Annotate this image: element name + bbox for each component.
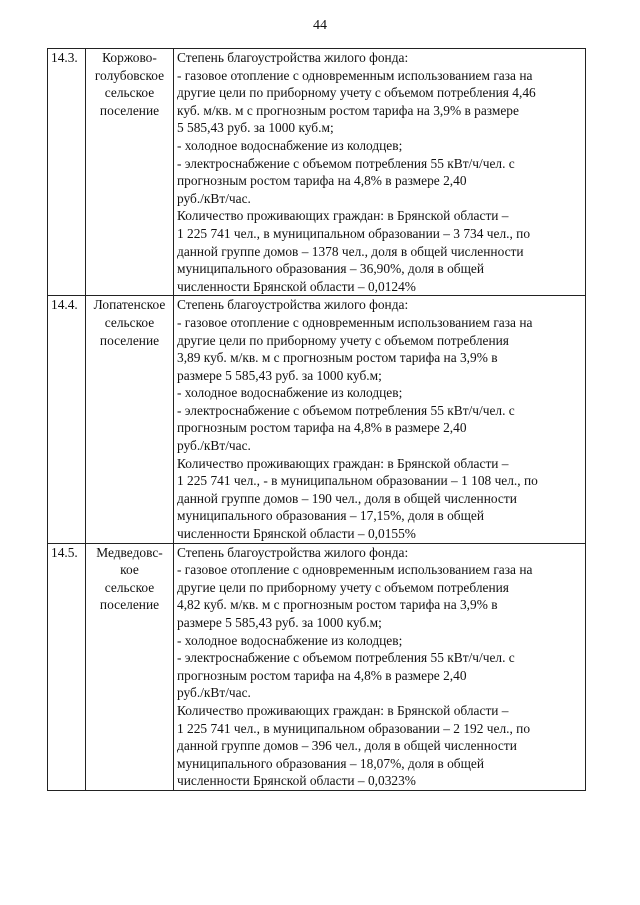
description-line: другие цели по приборному учету с объемом потребления — [177, 579, 509, 595]
settlement-name-line: сельское — [104, 314, 155, 330]
settlements-table — [47, 48, 586, 791]
description-line: 1 225 741 чел., в муниципальном образовании – 3 734 чел., по — [177, 225, 531, 241]
description-cell — [174, 49, 586, 296]
description-line: данной группе домов – 1378 чел., доля в общей численности — [177, 243, 524, 259]
description-line: муниципального образования – 17,15%, доля в общей — [177, 508, 485, 524]
description-line: руб./кВт/час. — [177, 190, 251, 206]
description-line: Степень благоустройства жилого фонда: — [177, 50, 409, 65]
description-line: Степень благоустройства жилого фонда: — [177, 544, 409, 560]
settlement-name-line: сельское — [104, 85, 155, 101]
description-line: другие цели по приборному учету с объемом потребления 4,46 — [177, 85, 536, 101]
table-row — [48, 543, 586, 790]
description-line: Количество проживающих граждан: в Брянской области – — [177, 702, 509, 718]
table-row — [48, 296, 586, 543]
description-line: прогнозным ростом тарифа на 4,8% в размере 2,40 — [177, 173, 467, 189]
description-line: - газовое отопление с одновременным использованием газа на — [177, 562, 533, 578]
description-line: Количество проживающих граждан: в Брянской области – — [177, 455, 509, 471]
table-body — [48, 49, 586, 791]
settlement-name-line: поселение — [99, 332, 160, 348]
description-line: прогнозным ростом тарифа на 4,8% в размере 2,40 — [177, 420, 467, 436]
description-line: - электроснабжение с объемом потребления 55 кВт/ч/чел. с — [177, 155, 515, 171]
row-number-cell: 14.5. — [48, 543, 86, 790]
settlement-name-line: поселение — [99, 102, 160, 118]
settlement-name-line: кое — [120, 562, 139, 578]
description-line: - холодное водоснабжение из колодцев; — [177, 632, 403, 648]
description-line: 3,89 куб. м/кв. м с прогнозным ростом тарифа на 3,9% в — [177, 350, 498, 366]
description-line: размере 5 585,43 руб. за 1000 куб.м; — [177, 367, 382, 383]
row-number-cell: 14.4. — [48, 296, 86, 543]
description-line: численности Брянской области – 0,0124% — [177, 278, 416, 294]
settlement-name-line: голубовское — [94, 67, 165, 83]
description-line: 4,82 куб. м/кв. м с прогнозным ростом тарифа на 3,9% в — [177, 597, 498, 613]
settlement-name-cell — [86, 49, 174, 296]
description-cell — [174, 296, 586, 543]
description-line: муниципального образования – 18,07%, доля в общей — [177, 755, 485, 771]
description-line: 1 225 741 чел., - в муниципальном образовании – 1 108 чел., по — [177, 473, 538, 489]
description-line: данной группе домов – 396 чел., доля в общей численности — [177, 738, 517, 754]
description-line: - электроснабжение с объемом потребления 55 кВт/ч/чел. с — [177, 650, 515, 666]
settlement-name-line: поселение — [99, 597, 160, 613]
description-line: - холодное водоснабжение из колодцев; — [177, 385, 403, 401]
description-line: численности Брянской области – 0,0323% — [177, 773, 416, 789]
description-cell — [174, 543, 586, 790]
settlement-name-line: Медведовс- — [96, 544, 163, 560]
description-line: данной группе домов – 190 чел., доля в общей численности — [177, 490, 517, 506]
description-line: руб./кВт/час. — [177, 438, 251, 454]
description-line: - газовое отопление с одновременным использованием газа на — [177, 67, 533, 83]
description-line: другие цели по приборному учету с объемом потребления — [177, 332, 509, 348]
settlement-name-line: Коржово- — [102, 50, 157, 65]
table-row — [48, 49, 586, 296]
settlement-name-line: сельское — [104, 579, 155, 595]
description-line: 5 585,43 руб. за 1000 куб.м; — [177, 120, 334, 136]
description-line: - электроснабжение с объемом потребления 55 кВт/ч/чел. с — [177, 402, 515, 418]
description-line: - газовое отопление с одновременным использованием газа на — [177, 314, 533, 330]
description-line: Степень благоустройства жилого фонда: — [177, 297, 409, 313]
description-line: Количество проживающих граждан: в Брянской области – — [177, 208, 509, 224]
settlement-name-cell — [86, 543, 174, 790]
description-line: куб. м/кв. м с прогнозным ростом тарифа на 3,9% в размере — [177, 102, 519, 118]
description-line: размере 5 585,43 руб. за 1000 куб.м; — [177, 615, 382, 630]
description-line: численности Брянской области – 0,0155% — [177, 526, 416, 542]
settlement-name-line: Лопатенское — [93, 297, 166, 313]
row-number-cell: 14.3. — [48, 49, 86, 296]
description-line: 1 225 741 чел., в муниципальном образовании – 2 192 чел., по — [177, 720, 531, 736]
description-line: муниципального образования – 36,90%, доля в общей — [177, 261, 485, 277]
description-line: руб./кВт/час. — [177, 685, 251, 701]
settlement-name-cell — [86, 296, 174, 543]
description-line: - холодное водоснабжение из колодцев; — [177, 137, 403, 153]
page-number: 44 — [313, 18, 327, 33]
description-line: прогнозным ростом тарифа на 4,8% в размере 2,40 — [177, 667, 467, 683]
